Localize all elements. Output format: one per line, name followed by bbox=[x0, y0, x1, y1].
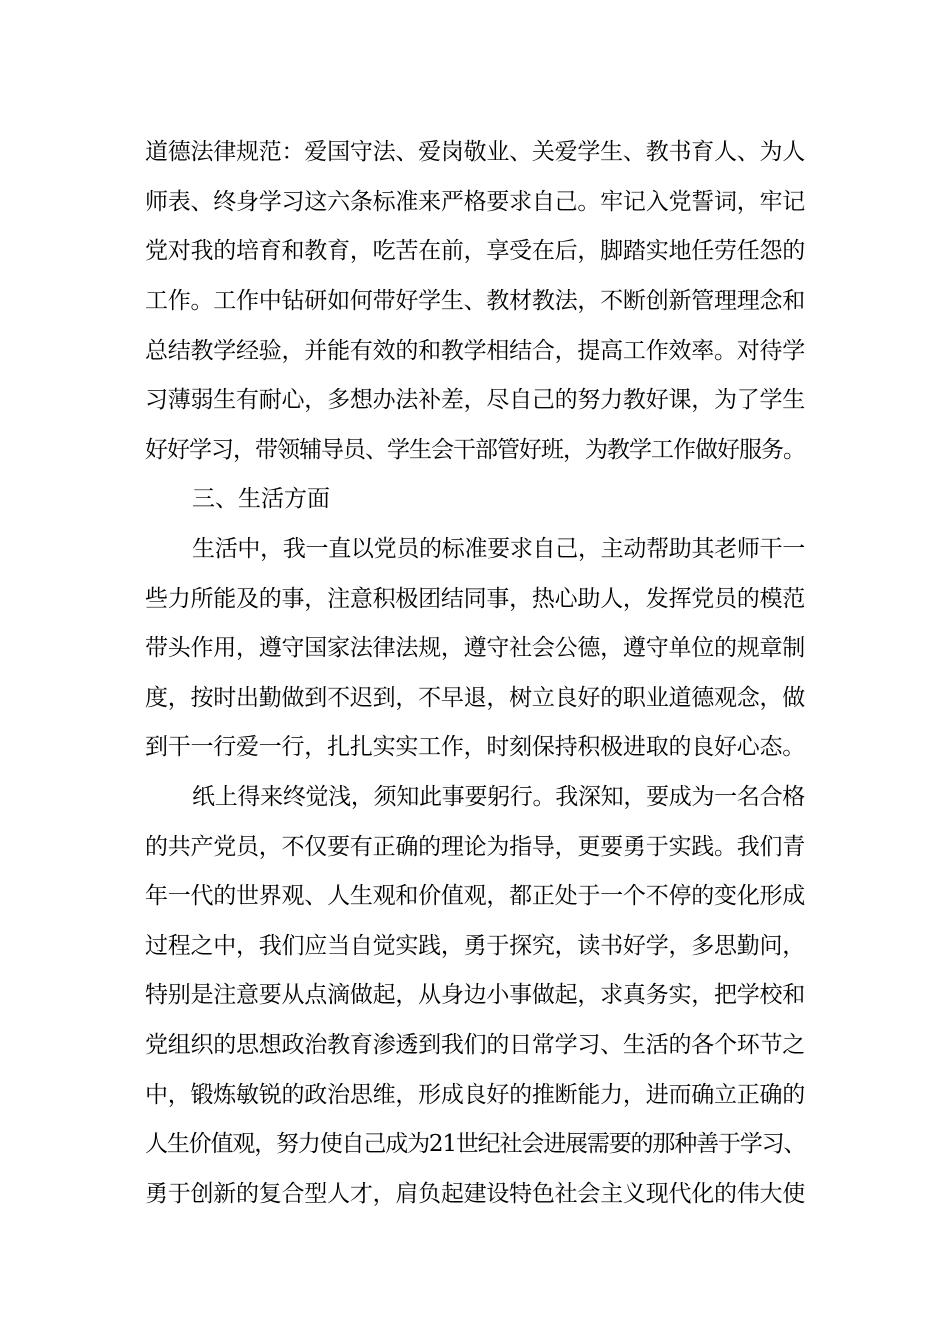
text-line: 师表、终身学习这六条标准来严格要求自己。牢记入党誓词，牢记 bbox=[145, 189, 805, 215]
text-line: 道德法律规范：爱国守法、爱岗敬业、关爱学生、教书育人、为人 bbox=[145, 139, 805, 165]
text-line: 年一代的世界观、人生观和价值观，都正处于一个不停的变化形成 bbox=[145, 883, 805, 909]
text-line: 习薄弱生有耐心，多想办法补差，尽自己的努力教好课，为了学生 bbox=[145, 387, 805, 413]
text-line: 到干一行爱一行，扎扎实实工作，时刻保持积极进取的良好心态。 bbox=[145, 734, 805, 760]
text-line: 中，锻炼敏锐的政治思维，形成良好的推断能力，进而确立正确的 bbox=[145, 1082, 805, 1108]
section-heading: 三、生活方面 bbox=[192, 486, 330, 512]
text-line: 的共产党员，不仅要有正确的理论为指导，更要勇于实践。我们青 bbox=[145, 834, 805, 860]
text-line: 人生价值观，努力使自己成为21世纪社会进展需要的那种善于学习、 bbox=[145, 1131, 806, 1157]
text-line: 生活中，我一直以党员的标准要求自己，主动帮助其老师干一 bbox=[192, 536, 805, 562]
text-line: 度，按时出勤做到不迟到，不早退，树立良好的职业道德观念，做 bbox=[145, 685, 805, 711]
text-line: 勇于创新的复合型人才，肩负起建设特色社会主义现代化的伟大使 bbox=[145, 1181, 805, 1207]
text-line: 纸上得来终觉浅，须知此事要躬行。我深知，要成为一名合格 bbox=[192, 784, 805, 810]
text-line: 带头作用，遵守国家法律法规，遵守社会公德，遵守单位的规章制 bbox=[145, 635, 805, 661]
text-line: 特别是注意要从点滴做起，从身边小事做起，求真务实，把学校和 bbox=[145, 982, 805, 1008]
text-line: 党对我的培育和教育，吃苦在前，享受在后，脚踏实地任劳任怨的 bbox=[145, 238, 805, 264]
text-line: 过程之中，我们应当自觉实践，勇于探究，读书好学，多思勤问， bbox=[145, 933, 805, 959]
text-line: 好好学习，带领辅导员、学生会干部管好班，为教学工作做好服务。 bbox=[145, 437, 805, 463]
text-line: 些力所能及的事，注意积极团结同事，热心助人，发挥党员的模范 bbox=[145, 586, 805, 612]
text-line: 工作。工作中钻研如何带好学生、教材教法，不断创新管理理念和 bbox=[145, 288, 805, 314]
text-line: 党组织的思想政治教育渗透到我们的日常学习、生活的各个环节之 bbox=[145, 1032, 805, 1058]
text-line: 总结教学经验，并能有效的和教学相结合，提高工作效率。对待学 bbox=[145, 338, 805, 364]
